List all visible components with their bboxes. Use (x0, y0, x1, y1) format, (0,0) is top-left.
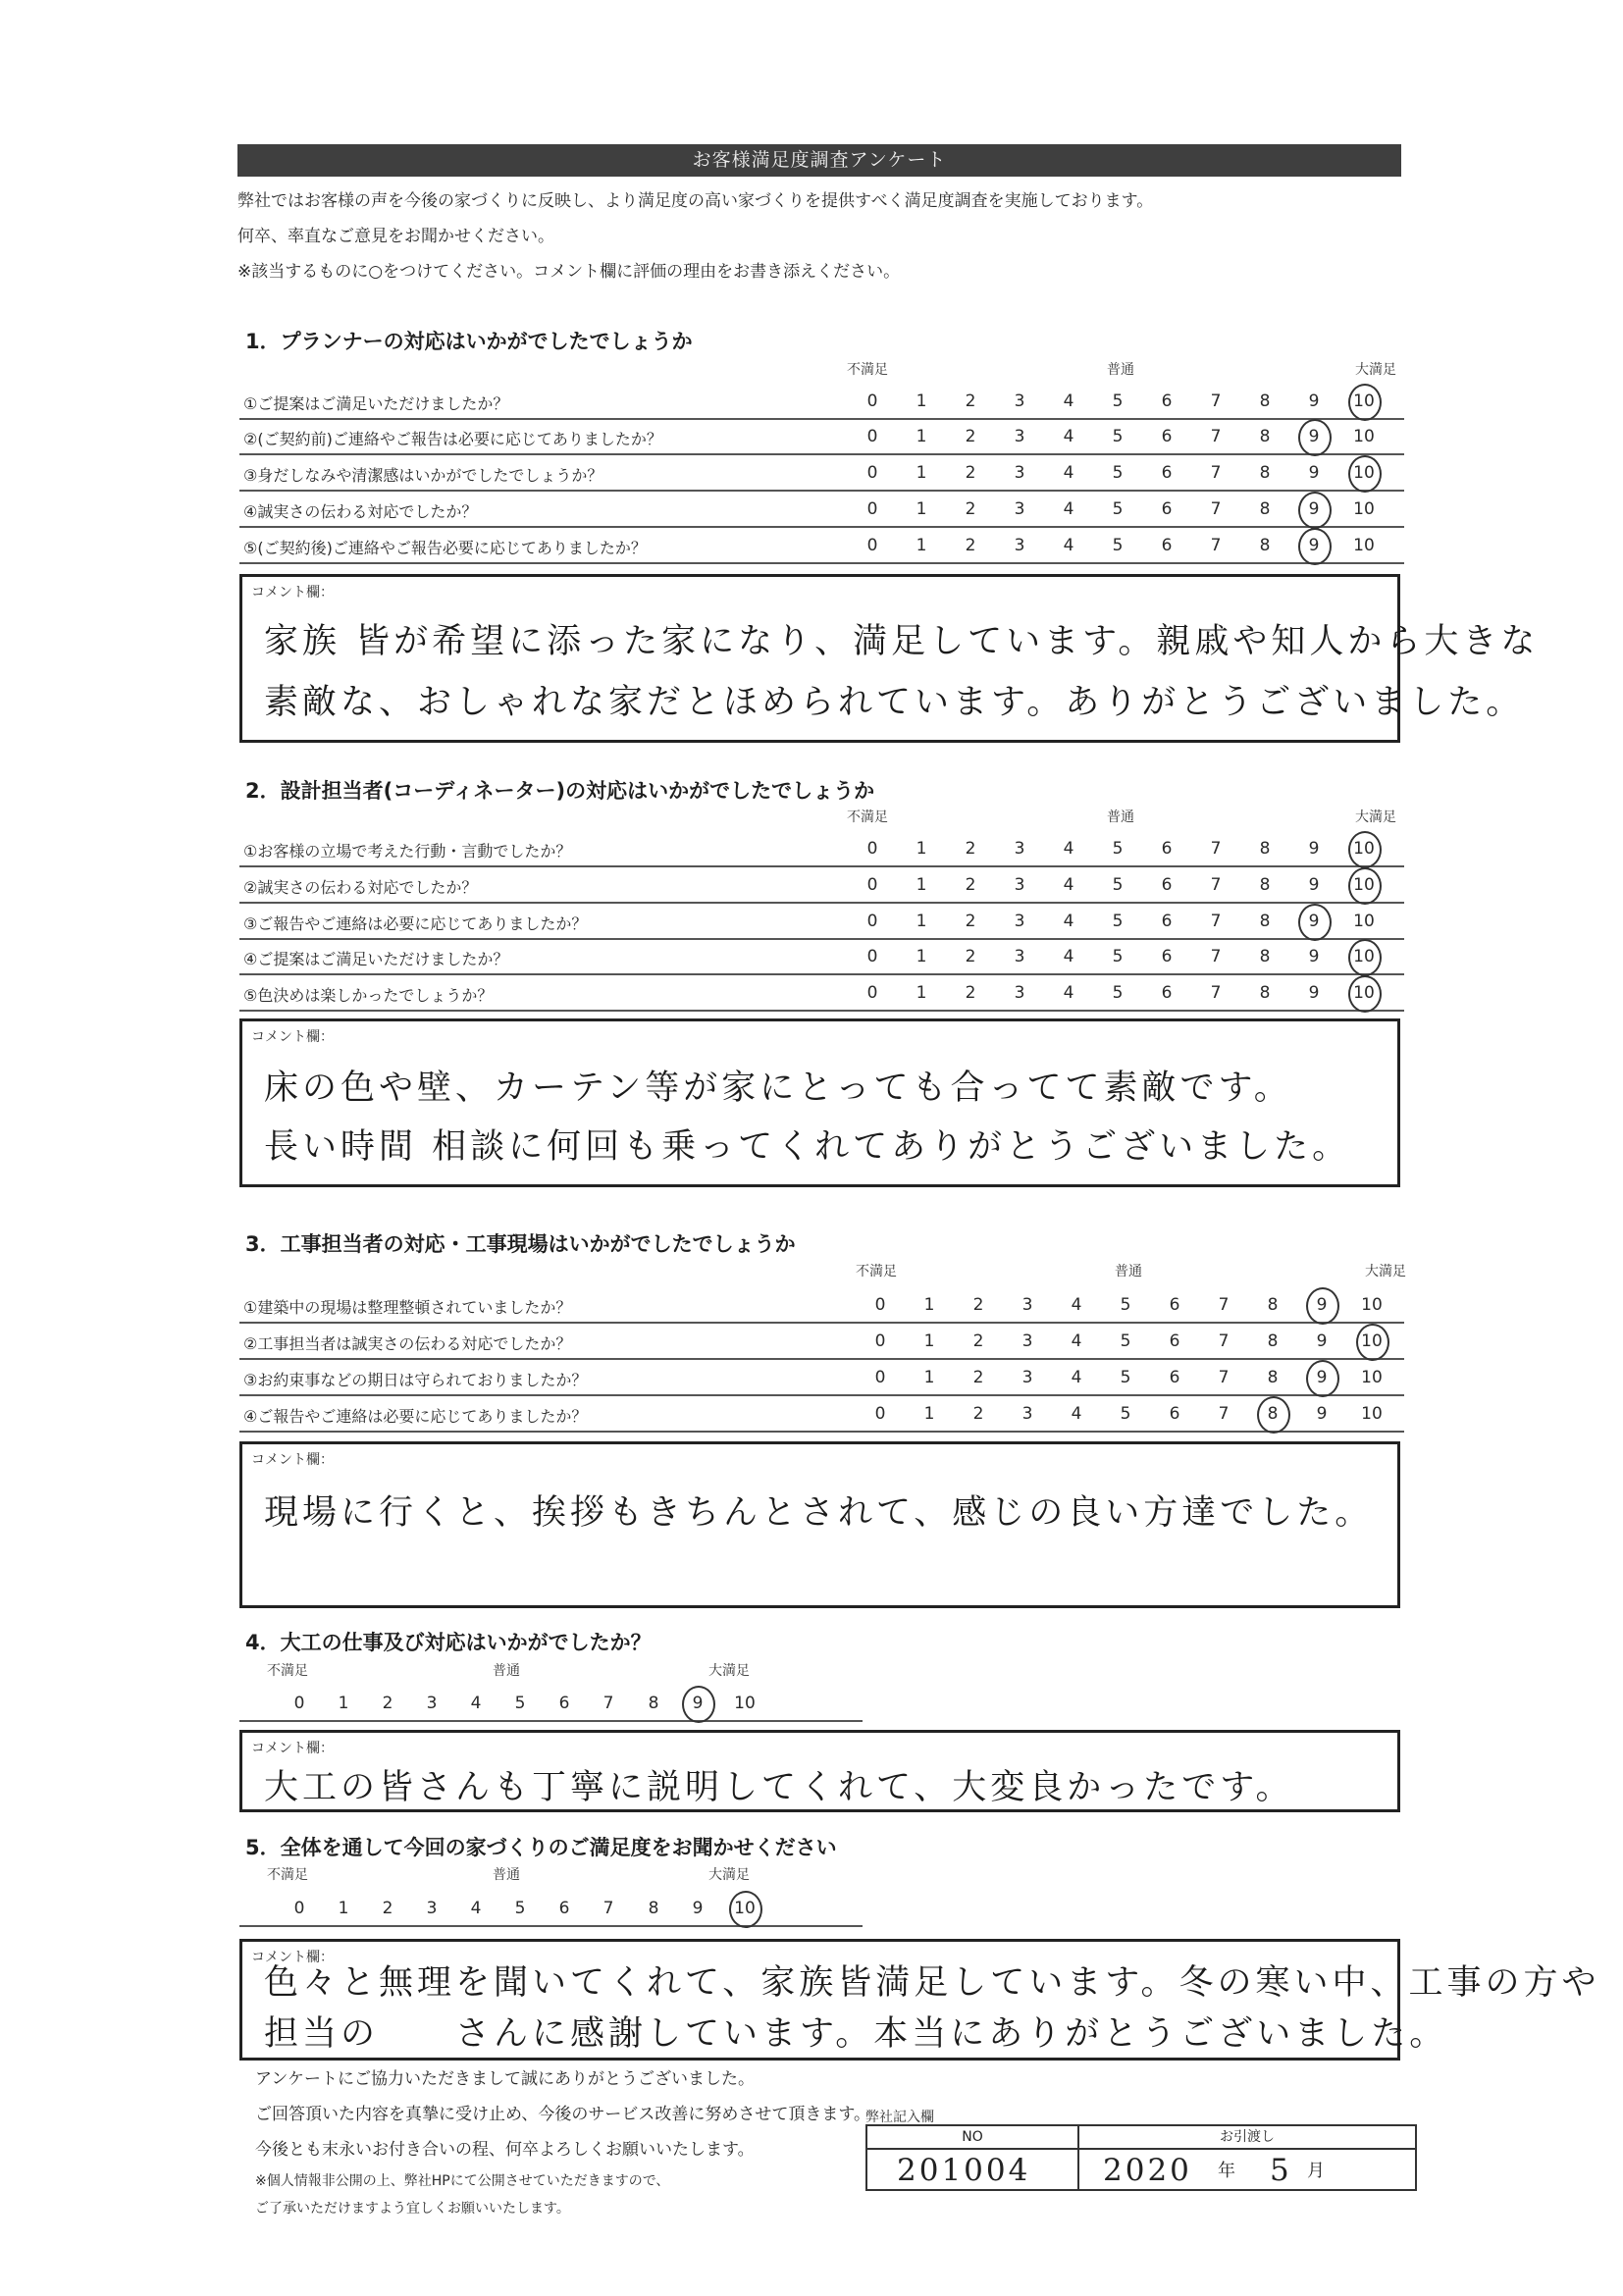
rating-option[interactable]: 9 (1308, 463, 1320, 483)
rating-option[interactable]: 7 (1210, 427, 1222, 446)
rating-option[interactable]: 4 (1071, 1404, 1082, 1424)
footer-regards: 今後とも末永いお付き合いの程、何卒よろしくお願いいたします。 (255, 2140, 755, 2160)
rating-option[interactable]: 3 (1014, 875, 1025, 895)
rating-option[interactable]: 10 (1353, 912, 1375, 931)
rating-option-selected[interactable]: 10 (1344, 463, 1384, 483)
rating-option[interactable]: 10 (734, 1694, 756, 1713)
rating-option[interactable]: 3 (1014, 912, 1025, 931)
rating-option[interactable]: 3 (1014, 499, 1025, 519)
rating-option[interactable]: 1 (923, 1295, 935, 1315)
rating-option[interactable]: 8 (1259, 912, 1271, 931)
question-label: ①お客様の立場で考えた行動・言動でしたか？ (243, 842, 572, 861)
question-label: ②(ご契約前)ご連絡やご報告は必要に応じてありましたか？ (243, 430, 662, 448)
rating-option[interactable]: 5 (1112, 499, 1124, 519)
rating-option[interactable]: 7 (1210, 947, 1222, 966)
rating-option[interactable]: 9 (1316, 1404, 1328, 1424)
question-label: ③ご報告やご連絡は必要に応じてありましたか？ (243, 914, 588, 933)
rating-option[interactable]: 0 (866, 391, 878, 411)
rating-option[interactable]: 1 (923, 1331, 935, 1351)
rating-option[interactable]: 4 (1063, 391, 1074, 411)
rating-option[interactable]: 6 (1169, 1295, 1180, 1315)
office-use-table (865, 2124, 1417, 2191)
rating-option-selected[interactable]: 10 (1344, 947, 1384, 966)
rating-option[interactable]: 3 (1014, 391, 1025, 411)
rating-option[interactable]: 5 (514, 1899, 526, 1918)
footer-note-1: ※個人情報非公開の上、弊社HPにて公開させていただきますので、 (255, 2173, 670, 2189)
handover-header: お引渡し (1079, 2126, 1415, 2150)
rating-option[interactable]: 8 (1259, 427, 1271, 446)
comment-label: コメント欄： (251, 585, 334, 600)
rating-option[interactable]: 7 (1210, 839, 1222, 859)
rating-option[interactable]: 5 (1120, 1368, 1131, 1387)
question-label: ③身だしなみや清潔感はいかがでしたでしょうか？ (243, 466, 603, 485)
intro-line-1: 弊社ではお客様の声を今後の家づくりに反映し、より満足度の高い家づくりを提供すべく満足度調査を実施しております。 (237, 191, 1154, 211)
s3-comment-line-1: 現場に行くと、挨拶もきちんとされて、感じの良い方達でした。 (264, 1493, 1374, 1533)
scale-low-label: 不満足 (847, 362, 888, 378)
rating-option[interactable]: 7 (1210, 499, 1222, 519)
rating-option[interactable]: 1 (916, 875, 927, 895)
rating-option[interactable]: 1 (916, 427, 927, 446)
handover-year: 2020 (1103, 2153, 1192, 2188)
rating-option[interactable]: 6 (1161, 499, 1173, 519)
rating-option[interactable]: 2 (965, 983, 976, 1003)
rating-option[interactable]: 10 (1361, 1404, 1383, 1424)
scale-low-label: 不満足 (856, 1264, 897, 1279)
table-divider (1077, 2126, 1079, 2189)
s1-comment-line-1: 家族 皆が希望に添った家になり、満足しています。親戚や知人から大きな (264, 622, 1540, 661)
rating-option[interactable]: 5 (1112, 947, 1124, 966)
s2-comment-line-2: 長い時間 相談に何回も乗ってくれてありがとうございました。 (264, 1127, 1351, 1167)
rating-option[interactable]: 1 (923, 1368, 935, 1387)
rating-option[interactable]: 5 (1112, 875, 1124, 895)
section-1-title: 1．プランナーの対応はいかがでしたでしょうか (245, 330, 693, 353)
rating-option[interactable]: 2 (972, 1295, 984, 1315)
s2-q5-row (239, 976, 1404, 1012)
s4-comment-box (239, 1730, 1400, 1812)
rating-option[interactable]: 2 (965, 875, 976, 895)
no-header: NO (867, 2126, 1077, 2150)
rating-option[interactable]: 10 (1361, 1295, 1383, 1315)
rating-option[interactable]: 5 (1112, 839, 1124, 859)
rating-option[interactable]: 3 (1021, 1295, 1033, 1315)
rating-option[interactable]: 4 (470, 1899, 482, 1918)
rating-option[interactable]: 1 (923, 1404, 935, 1424)
rating-option-selected[interactable]: 10 (1352, 1331, 1391, 1351)
s2-q4-row (239, 940, 1404, 975)
question-label: ⑤色決めは楽しかったでしょうか？ (243, 986, 494, 1005)
handover-month: 5 (1270, 2153, 1292, 2188)
section-4-title: 4．大工の仕事及び対応はいかがでしたか？ (245, 1631, 652, 1654)
rating-option[interactable]: 2 (965, 536, 976, 555)
rating-option[interactable]: 0 (866, 983, 878, 1003)
rating-option-selected[interactable]: 9 (1294, 912, 1334, 931)
s3-q4-row (239, 1397, 1404, 1433)
rating-option[interactable]: 4 (1063, 912, 1074, 931)
rating-option[interactable]: 4 (1063, 983, 1074, 1003)
s5-comment-box (239, 1939, 1600, 2061)
rating-option[interactable]: 0 (874, 1404, 886, 1424)
rating-option[interactable]: 0 (866, 536, 878, 555)
scale-mid-label: 普通 (493, 1663, 520, 1679)
rating-option[interactable]: 2 (972, 1368, 984, 1387)
rating-option[interactable]: 2 (965, 947, 976, 966)
s5-rating-row (239, 1892, 863, 1927)
s2-q1-row (239, 832, 1404, 867)
rating-option[interactable]: 5 (1112, 912, 1124, 931)
rating-option[interactable]: 2 (382, 1694, 393, 1713)
scale-high-label: 大満足 (708, 1663, 750, 1679)
comment-label: コメント欄： (251, 1029, 334, 1045)
rating-option[interactable]: 3 (1021, 1404, 1033, 1424)
rating-option[interactable]: 7 (1210, 536, 1222, 555)
rating-option[interactable]: 7 (1210, 463, 1222, 483)
scale-mid-label: 普通 (1107, 809, 1134, 825)
rating-option[interactable]: 6 (1169, 1368, 1180, 1387)
question-label: ②工事担当者は誠実さの伝わる対応でしたか？ (243, 1334, 572, 1353)
s2-q2-row (239, 868, 1404, 904)
rating-option[interactable]: 3 (1014, 427, 1025, 446)
rating-option[interactable]: 7 (602, 1694, 614, 1713)
scale-high-label: 大満足 (1365, 1264, 1406, 1279)
rating-option[interactable]: 8 (1259, 536, 1271, 555)
rating-option[interactable]: 7 (602, 1899, 614, 1918)
rating-option[interactable]: 0 (866, 912, 878, 931)
rating-option[interactable]: 6 (1161, 427, 1173, 446)
rating-option[interactable]: 6 (1161, 912, 1173, 931)
rating-option[interactable]: 8 (1259, 983, 1271, 1003)
s1-q5-row (239, 529, 1404, 564)
rating-option[interactable]: 0 (293, 1694, 305, 1713)
rating-option[interactable]: 4 (1063, 536, 1074, 555)
rating-option[interactable]: 6 (1169, 1404, 1180, 1424)
rating-option[interactable]: 1 (916, 499, 927, 519)
s4-comment-line-1: 大工の皆さんも丁寧に説明してくれて、大変良かったです。 (264, 1768, 1294, 1807)
rating-option[interactable]: 8 (1259, 839, 1271, 859)
rating-option[interactable]: 1 (916, 391, 927, 411)
no-value: 201004 (897, 2153, 1031, 2188)
s2-comment-box (239, 1018, 1400, 1187)
s4-rating-row (239, 1687, 863, 1722)
rating-option[interactable]: 8 (1267, 1368, 1279, 1387)
rating-option[interactable]: 4 (1063, 427, 1074, 446)
rating-option[interactable]: 1 (916, 463, 927, 483)
scale-low-label: 不満足 (847, 809, 888, 825)
s1-q2-row (239, 420, 1404, 455)
rating-option-selected[interactable]: 9 (1302, 1368, 1341, 1387)
rating-option[interactable]: 0 (866, 463, 878, 483)
rating-option[interactable]: 6 (558, 1694, 570, 1713)
rating-option[interactable]: 8 (1259, 875, 1271, 895)
month-unit: 月 (1307, 2161, 1328, 2180)
rating-option[interactable]: 6 (558, 1899, 570, 1918)
rating-option[interactable]: 2 (965, 391, 976, 411)
rating-option[interactable]: 0 (293, 1899, 305, 1918)
footer-thanks: アンケートにご協力いただきまして誠にありがとうございました。 (255, 2069, 755, 2089)
rating-option-selected[interactable]: 10 (725, 1899, 764, 1918)
rating-option[interactable]: 10 (1353, 427, 1375, 446)
rating-option[interactable]: 7 (1210, 391, 1222, 411)
rating-option[interactable]: 1 (338, 1694, 349, 1713)
rating-option[interactable]: 5 (1112, 463, 1124, 483)
rating-option[interactable]: 5 (1112, 536, 1124, 555)
s5-comment-line-1: 色々と無理を聞いてくれて、家族皆満足しています。冬の寒い中、工事の方や (264, 1963, 1600, 2003)
rating-option[interactable]: 7 (1210, 875, 1222, 895)
rating-option[interactable]: 0 (866, 875, 878, 895)
rating-option[interactable]: 2 (965, 499, 976, 519)
question-label: ①建築中の現場は整理整頓されていましたか？ (243, 1298, 572, 1317)
rating-option-selected[interactable]: 10 (1344, 875, 1384, 895)
question-label: ①ご提案はご満足いただけましたか？ (243, 394, 509, 413)
rating-option[interactable]: 4 (1063, 499, 1074, 519)
rating-option[interactable]: 8 (1267, 1331, 1279, 1351)
rating-option[interactable]: 3 (426, 1694, 438, 1713)
rating-option[interactable]: 0 (874, 1295, 886, 1315)
rating-option[interactable]: 9 (1316, 1331, 1328, 1351)
rating-option[interactable]: 10 (1353, 536, 1375, 555)
rating-option[interactable]: 10 (1361, 1368, 1383, 1387)
rating-option[interactable]: 9 (1308, 391, 1320, 411)
rating-option[interactable]: 4 (1071, 1295, 1082, 1315)
year-unit: 年 (1218, 2161, 1238, 2180)
question-label: ③お約束事などの期日は守られておりましたか？ (243, 1371, 588, 1389)
s3-q2-row (239, 1325, 1404, 1360)
rating-option-selected[interactable]: 9 (1294, 536, 1334, 555)
rating-option[interactable]: 9 (1308, 983, 1320, 1003)
rating-option-selected[interactable]: 9 (1294, 499, 1334, 519)
rating-option-selected[interactable]: 9 (1294, 427, 1334, 446)
rating-option[interactable]: 0 (866, 839, 878, 859)
intro-line-3: ※該当するものに○をつけてください。コメント欄に評価の理由をお書き添えください。 (237, 262, 901, 282)
rating-option[interactable]: 0 (866, 499, 878, 519)
s1-comment-box (239, 574, 1540, 743)
rating-option[interactable]: 6 (1161, 875, 1173, 895)
rating-option-selected[interactable]: 10 (1344, 839, 1384, 859)
rating-option[interactable]: 2 (965, 427, 976, 446)
question-label: ⑤(ご契約後)ご連絡やご報告必要に応じてありましたか？ (243, 539, 647, 557)
s1-q3-row (239, 456, 1404, 492)
scale-mid-label: 普通 (1107, 362, 1134, 378)
rating-option[interactable]: 3 (1014, 536, 1025, 555)
rating-option[interactable]: 3 (1021, 1331, 1033, 1351)
footer-note-2: ご了承いただけますよう宜しくお願いいたします。 (255, 2201, 570, 2217)
rating-option[interactable]: 6 (1161, 839, 1173, 859)
rating-option[interactable]: 3 (1014, 463, 1025, 483)
rating-option[interactable]: 3 (1014, 947, 1025, 966)
rating-option-selected[interactable]: 9 (1302, 1295, 1341, 1315)
rating-option[interactable]: 0 (874, 1368, 886, 1387)
comment-label: コメント欄： (251, 1741, 334, 1756)
rating-option[interactable]: 1 (916, 839, 927, 859)
rating-option[interactable]: 3 (1014, 839, 1025, 859)
rating-option[interactable]: 4 (1071, 1331, 1082, 1351)
rating-option-selected[interactable]: 10 (1344, 391, 1384, 411)
rating-option[interactable]: 9 (692, 1899, 704, 1918)
rating-option[interactable]: 8 (1259, 463, 1271, 483)
rating-option[interactable]: 2 (965, 839, 976, 859)
s1-q4-row (239, 493, 1404, 528)
rating-option[interactable]: 6 (1161, 391, 1173, 411)
section-3-title: 3．工事担当者の対応・工事現場はいかがでしたでしょうか (245, 1232, 796, 1256)
footer-improve: ご回答頂いた内容を真摯に受け止め、今後のサービス改善に努めさせて頂きます。 (255, 2105, 870, 2124)
rating-option[interactable]: 2 (972, 1331, 984, 1351)
rating-option[interactable]: 4 (1063, 463, 1074, 483)
rating-option[interactable]: 3 (426, 1899, 438, 1918)
scale-mid-label: 普通 (493, 1867, 520, 1883)
rating-option[interactable]: 8 (1259, 391, 1271, 411)
rating-option[interactable]: 4 (470, 1694, 482, 1713)
rating-option-selected[interactable]: 8 (1253, 1404, 1292, 1424)
rating-option[interactable]: 9 (1308, 875, 1320, 895)
office-use-label: 弊社記入欄 (865, 2110, 934, 2125)
rating-option[interactable]: 4 (1063, 947, 1074, 966)
rating-option[interactable]: 5 (1120, 1404, 1131, 1424)
scale-low-label: 不満足 (267, 1867, 308, 1883)
rating-option[interactable]: 7 (1218, 1331, 1230, 1351)
rating-option[interactable]: 9 (1308, 947, 1320, 966)
rating-option[interactable]: 5 (1112, 427, 1124, 446)
rating-option[interactable]: 5 (1112, 983, 1124, 1003)
rating-option[interactable]: 2 (382, 1899, 393, 1918)
rating-option[interactable]: 7 (1218, 1368, 1230, 1387)
rating-option[interactable]: 9 (1308, 839, 1320, 859)
s1-q1-row (239, 385, 1404, 420)
rating-option[interactable]: 8 (648, 1694, 659, 1713)
scale-high-label: 大満足 (1355, 362, 1396, 378)
rating-option[interactable]: 6 (1161, 983, 1173, 1003)
rating-option[interactable]: 5 (514, 1694, 526, 1713)
s3-comment-box (239, 1441, 1400, 1608)
s2-q3-row (239, 905, 1404, 940)
s5-comment-line-2: 担当の さんに感謝しています。本当にありがとうございました。 (264, 2014, 1448, 2054)
rating-option[interactable]: 8 (1267, 1295, 1279, 1315)
rating-option[interactable]: 1 (916, 912, 927, 931)
survey-title: お客様満足度調査アンケート (237, 144, 1401, 177)
rating-option[interactable]: 0 (874, 1331, 886, 1351)
scale-high-label: 大満足 (1355, 809, 1396, 825)
s3-q3-row (239, 1361, 1404, 1396)
rating-option[interactable]: 4 (1071, 1368, 1082, 1387)
rating-option[interactable]: 1 (916, 536, 927, 555)
rating-option[interactable]: 6 (1161, 463, 1173, 483)
rating-option[interactable]: 2 (965, 912, 976, 931)
rating-option[interactable]: 0 (866, 427, 878, 446)
rating-option-selected[interactable]: 9 (678, 1694, 717, 1713)
question-label: ④ご報告やご連絡は必要に応じてありましたか？ (243, 1407, 588, 1426)
rating-option[interactable]: 1 (916, 947, 927, 966)
rating-option[interactable]: 6 (1169, 1331, 1180, 1351)
scale-high-label: 大満足 (708, 1867, 750, 1883)
rating-option[interactable]: 8 (648, 1899, 659, 1918)
s2-comment-line-1: 床の色や壁、カーテン等が家にとっても合ってて素敵です。 (264, 1069, 1292, 1108)
rating-option[interactable]: 5 (1112, 391, 1124, 411)
rating-option[interactable]: 1 (916, 983, 927, 1003)
rating-option[interactable]: 6 (1161, 947, 1173, 966)
rating-option[interactable]: 2 (972, 1404, 984, 1424)
rating-option-selected[interactable]: 10 (1344, 983, 1384, 1003)
scale-low-label: 不満足 (267, 1663, 308, 1679)
rating-option[interactable]: 7 (1218, 1404, 1230, 1424)
rating-option[interactable]: 7 (1210, 912, 1222, 931)
question-label: ②誠実さの伝わる対応でしたか？ (243, 878, 478, 897)
s1-comment-line-2: 素敵な、おしゃれな家だとほめられています。ありがとうございました。 (264, 683, 1525, 722)
rating-option[interactable]: 3 (1014, 983, 1025, 1003)
question-label: ④誠実さの伝わる対応でしたか？ (243, 502, 478, 521)
comment-label: コメント欄： (251, 1950, 334, 1965)
rating-option[interactable]: 4 (1063, 875, 1074, 895)
rating-option[interactable]: 1 (338, 1899, 349, 1918)
scale-mid-label: 普通 (1115, 1264, 1142, 1279)
rating-option[interactable]: 0 (866, 947, 878, 966)
section-5-title: 5．全体を通して今回の家づくりのご満足度をお聞かせください (245, 1836, 837, 1859)
rating-option[interactable]: 7 (1210, 983, 1222, 1003)
rating-option[interactable]: 7 (1218, 1295, 1230, 1315)
rating-option[interactable]: 4 (1063, 839, 1074, 859)
comment-label: コメント欄： (251, 1452, 334, 1468)
s3-q1-row (239, 1288, 1404, 1324)
rating-option[interactable]: 2 (965, 463, 976, 483)
rating-option[interactable]: 8 (1259, 499, 1271, 519)
rating-option[interactable]: 5 (1120, 1331, 1131, 1351)
section-2-title: 2．設計担当者(コーディネーター)の対応はいかがでしたでしょうか (245, 779, 875, 803)
question-label: ④ご提案はご満足いただけましたか？ (243, 950, 509, 968)
rating-option[interactable]: 6 (1161, 536, 1173, 555)
rating-option[interactable]: 8 (1259, 947, 1271, 966)
rating-option[interactable]: 5 (1120, 1295, 1131, 1315)
rating-option[interactable]: 10 (1353, 499, 1375, 519)
rating-option[interactable]: 3 (1021, 1368, 1033, 1387)
intro-line-2: 何卒、率直なご意見をお聞かせください。 (237, 227, 554, 246)
